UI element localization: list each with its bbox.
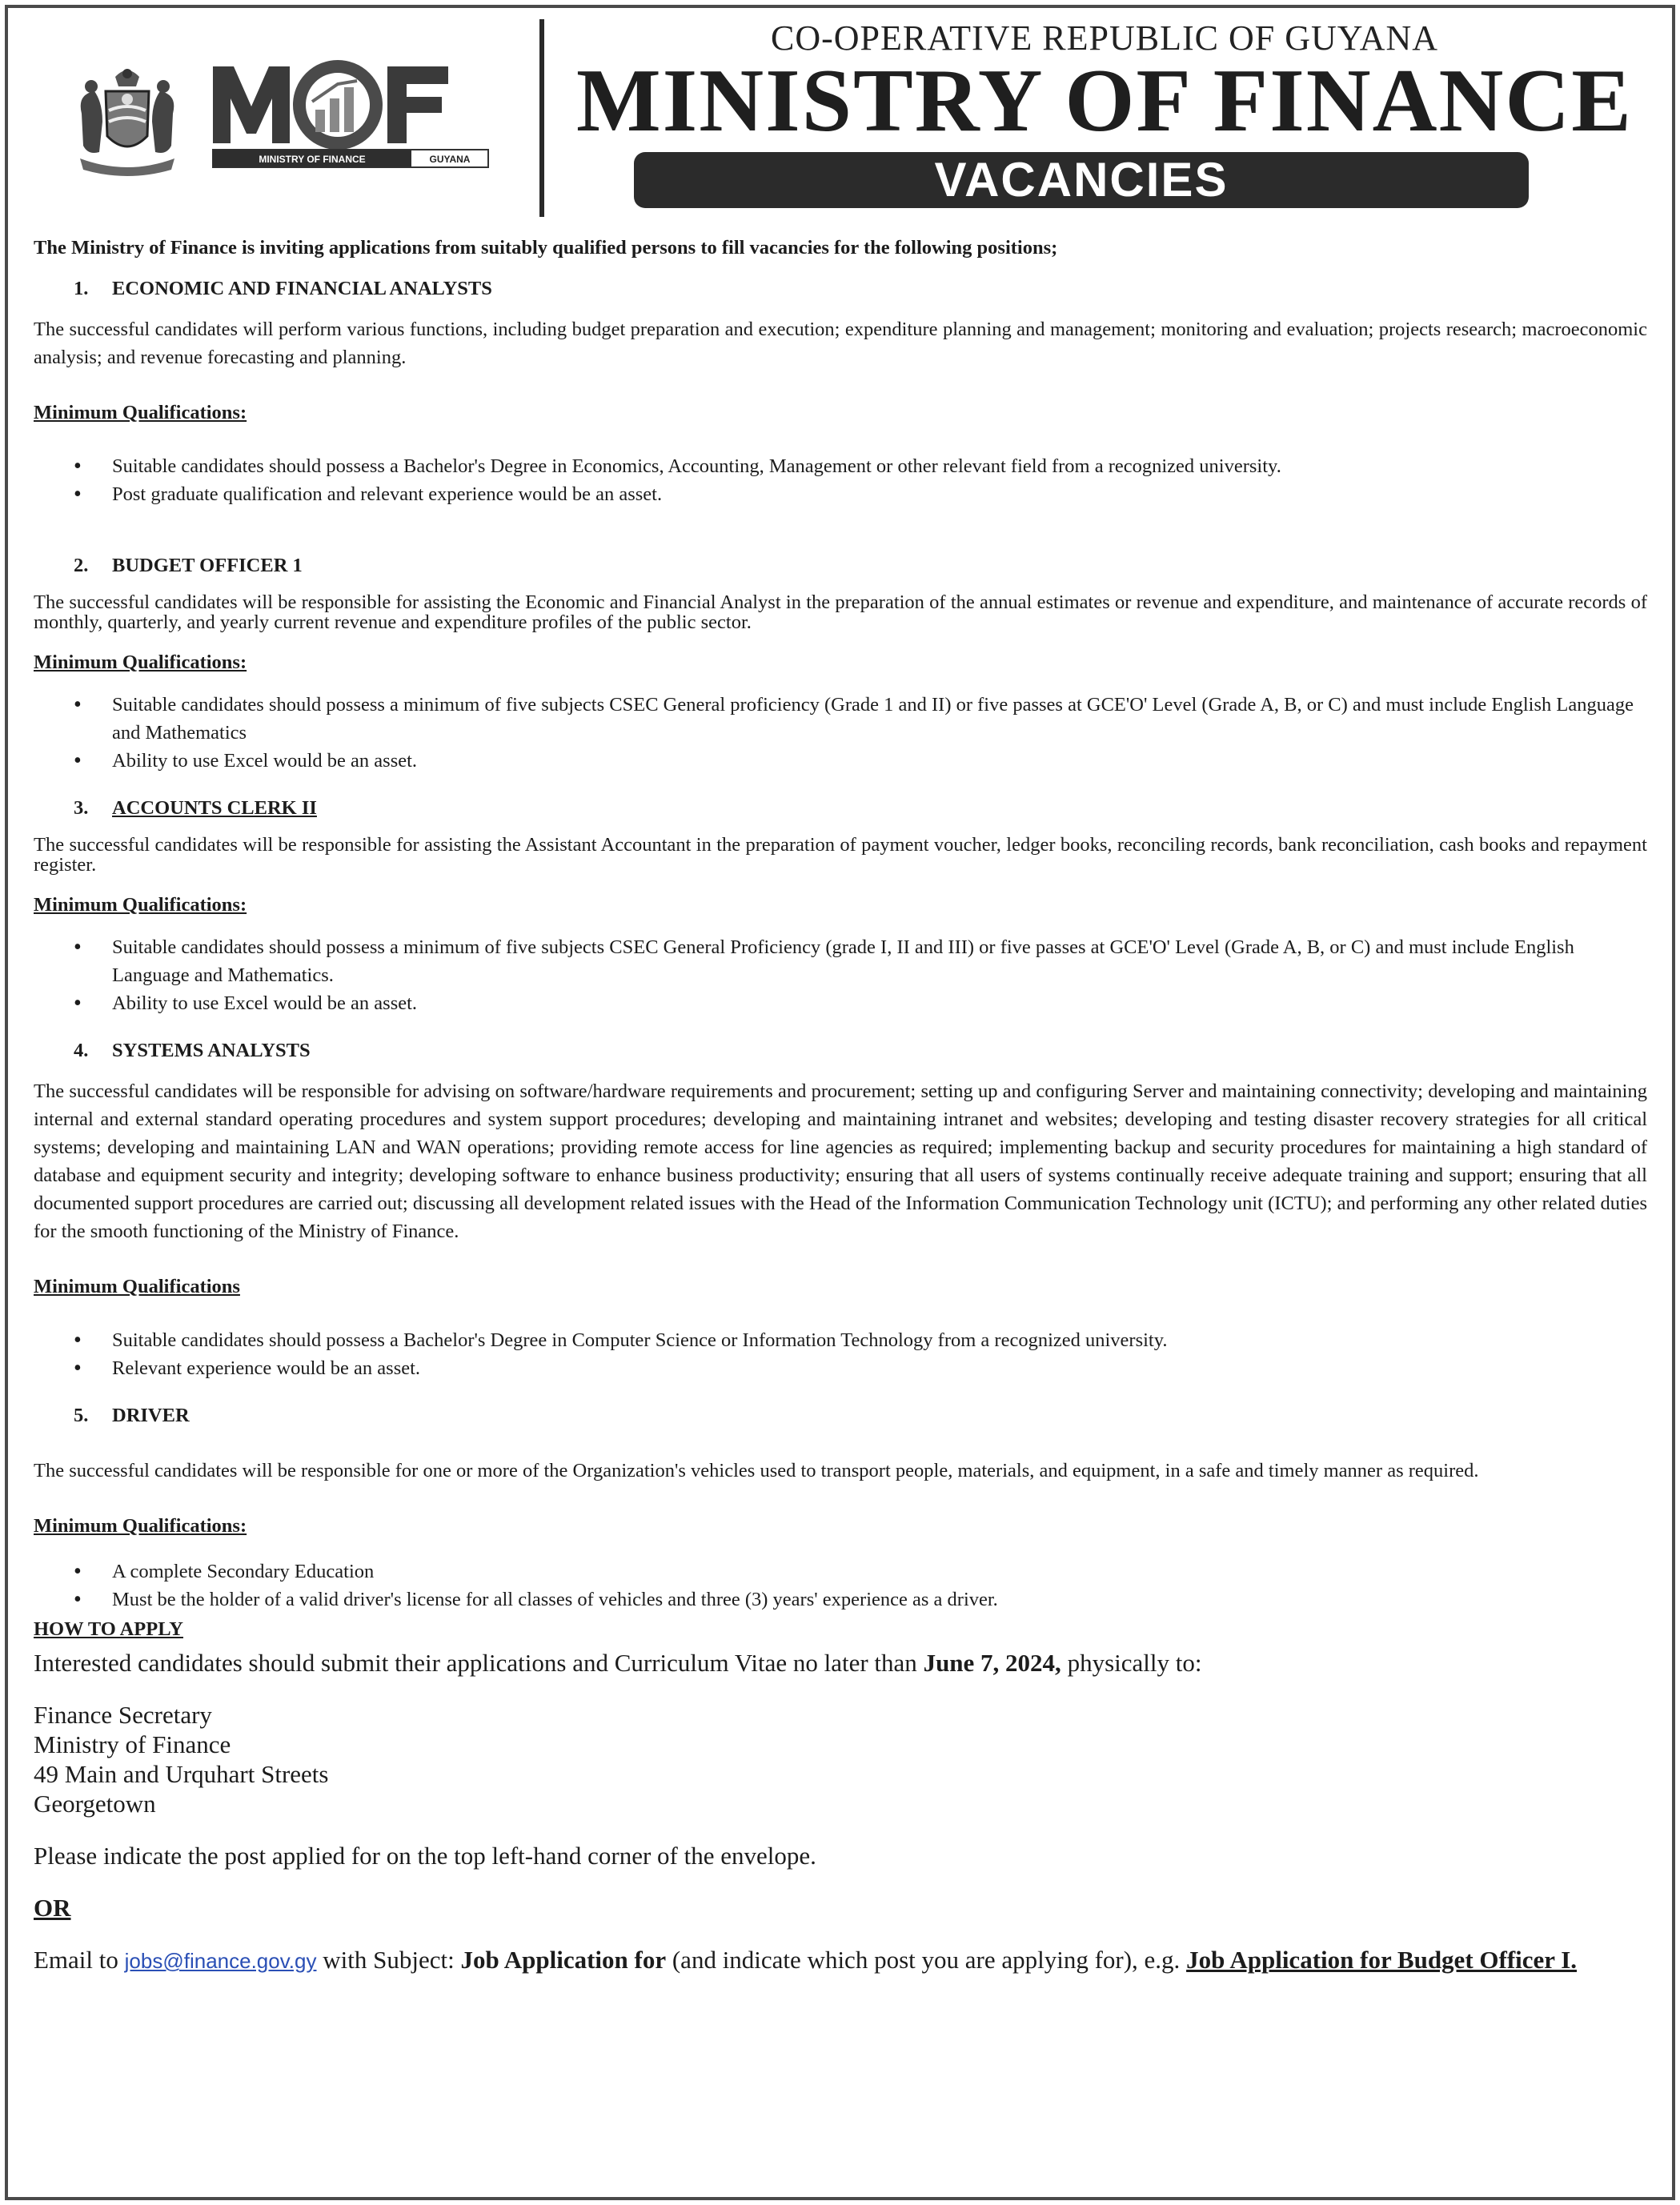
position-number: 4. (74, 1040, 89, 1061)
mof-logo-icon (210, 60, 491, 172)
position-title: ACCOUNTS CLERK II (112, 797, 317, 819)
list-item: • Ability to use Excel would be an asset. (34, 747, 1647, 775)
list-item: • Ability to use Excel would be an asset. (34, 989, 1647, 1017)
subject-label: Job Application for (460, 1946, 667, 1974)
list-item: • Suitable candidates should possess a minimum of five subjects CSEC General Proficiency (grade I, II and III) or five passes at GCE'O' Level (Grade A, B, or C) and must include English Language and Mathematics. (34, 933, 1647, 989)
email-instruction: Email to jobs@finance.gov.gy with Subject: Job Application for (and indicate which post you are applying for), e.g. Job Application for Budget Officer I. (34, 1946, 1578, 1974)
position-heading (34, 794, 1647, 822)
position-4 (34, 1036, 1647, 1382)
position-number: 2. (74, 555, 89, 576)
position-heading (34, 551, 1647, 579)
svg-text:GUYANA: GUYANA (429, 154, 471, 165)
republic-title: CO-OPERATIVE REPUBLIC OF GUYANA (770, 18, 1439, 58)
min-qualifications-label: Minimum Qualifications: (34, 894, 247, 916)
qualifications-list (34, 691, 1647, 775)
coat-of-arms-icon (67, 62, 187, 182)
position-number: 1. (74, 278, 89, 299)
header-divider (539, 19, 544, 217)
email-link[interactable]: jobs@finance.gov.gy (124, 1949, 317, 1973)
position-3 (34, 794, 1647, 1017)
qualifications-list (34, 1326, 1647, 1382)
vacancies-banner: VACANCIES (634, 152, 1529, 208)
qualifications-list (34, 933, 1647, 1017)
address-line: Finance Secretary (34, 1701, 212, 1729)
document-body (34, 234, 1647, 1999)
min-qualifications-label: Minimum Qualifications (34, 1276, 240, 1297)
position-description: The successful candidates will be responsible for assisting the Assistant Accountant in the preparation of payment voucher, ledger books, reconciling records, bank reconciliation, cash books and repayment register. (34, 834, 1647, 876)
min-qualifications-label: Minimum Qualifications: (34, 1515, 247, 1537)
how-to-apply-body (34, 1648, 1647, 1976)
position-title: ECONOMIC AND FINANCIAL ANALYSTS (112, 278, 492, 299)
position-description: The successful candidates will be responsible for assisting the Economic and Financial Analyst in the preparation of the annual estimates or revenue and expenditure, and maintenance of accurate records of monthly, quarterly, and yearly current revenue and expenditure profiles of the public sector. (34, 591, 1647, 633)
intro-text: The Ministry of Finance is inviting applications from suitably qualified persons to fill vacancies for the following positions; (34, 237, 1058, 259)
list-item: • Post graduate qualification and relevant experience would be an asset. (34, 480, 1647, 508)
position-2 (34, 551, 1647, 775)
qualifications-list (34, 452, 1647, 508)
position-title: BUDGET OFFICER 1 (112, 555, 303, 576)
list-item: • Must be the holder of a valid driver's license for all classes of vehicles and three (3) years' experience as a driver. (34, 1586, 1647, 1614)
list-item: • Suitable candidates should possess a Bachelor's Degree in Computer Science or Information Technology from a recognized university. (34, 1326, 1647, 1354)
position-heading (34, 1036, 1647, 1064)
submission-line: Interested candidates should submit their applications and Curriculum Vitae no later than June 7, 2024, physically to: (34, 1649, 1202, 1677)
position-description: The successful candidates will be responsible for one or more of the Organization's vehicles used to transport people, materials, and equipment, in a safe and timely manner as required. (34, 1460, 1479, 1481)
list-item: • Suitable candidates should possess a minimum of five subjects CSEC General proficiency (Grade 1 and II) or five passes at GCE'O' Level (Grade A, B, or C) and must include English Language and Mathematics (34, 691, 1647, 747)
mailing-address (34, 1700, 1647, 1818)
address-line: 49 Main and Urquhart Streets (34, 1760, 329, 1788)
position-title: SYSTEMS ANALYSTS (112, 1040, 311, 1061)
how-to-apply (34, 1615, 1647, 1976)
ministry-title: MINISTRY OF FINANCE (575, 51, 1634, 150)
position-description: The successful candidates will perform various functions, including budget preparation and execution; expenditure planning and management; monitoring and evaluation; projects research; macroeconomic analysis; and revenue forecasting and planning. (34, 319, 1647, 368)
position-title: DRIVER (112, 1405, 190, 1426)
min-qualifications-label: Minimum Qualifications: (34, 402, 247, 423)
position-5 (34, 1401, 1647, 1614)
list-item: • Suitable candidates should possess a Bachelor's Degree in Economics, Accounting, Management or other relevant field from a recognized university. (34, 452, 1647, 480)
position-description: The successful candidates will be responsible for advising on software/hardware requirements and procurement; setting up and configuring Server and maintaining connectivity; developing and maintaining internal and external standard operating procedures and system support procedures; developing and maintaining intranet and websites; developing and testing disaster recovery strategies for all critical systems; developing and maintaining LAN and WAN operations; providing remote access for line agencies as required; implementing backup and security procedures for maintaining a high standard of database and equipment security and integrity; developing software to enhance business productivity; ensuring that all users of systems continually receive adequate training and support; ensuring that all documented support procedures are carried out; discussing all development related issues with the Head of the Information Communication Technology unit (ICTU); and performing any other related duties for the smooth functioning of the Ministry of Finance. (34, 1080, 1647, 1242)
address-line: Ministry of Finance (34, 1730, 231, 1758)
position-number: 5. (74, 1405, 89, 1426)
or-separator: OR (34, 1894, 71, 1922)
position-number: 3. (74, 797, 89, 819)
how-to-apply-heading: HOW TO APPLY (34, 1618, 183, 1640)
address-line: Georgetown (34, 1790, 156, 1818)
qualifications-list (34, 1558, 1647, 1614)
envelope-note: Please indicate the post applied for on the top left-hand corner of the envelope. (34, 1842, 816, 1870)
position-heading (34, 1401, 1647, 1429)
min-qualifications-label: Minimum Qualifications: (34, 651, 247, 673)
position-1 (34, 275, 1647, 551)
list-item: • A complete Secondary Education (34, 1558, 1647, 1586)
list-item: • Relevant experience would be an asset. (34, 1354, 1647, 1382)
svg-text:MINISTRY OF FINANCE: MINISTRY OF FINANCE (259, 154, 366, 165)
deadline: June 7, 2024, (923, 1649, 1061, 1677)
subject-example: Job Application for Budget Officer I. (1186, 1946, 1578, 1974)
position-heading (34, 275, 1647, 303)
header (0, 0, 1680, 220)
